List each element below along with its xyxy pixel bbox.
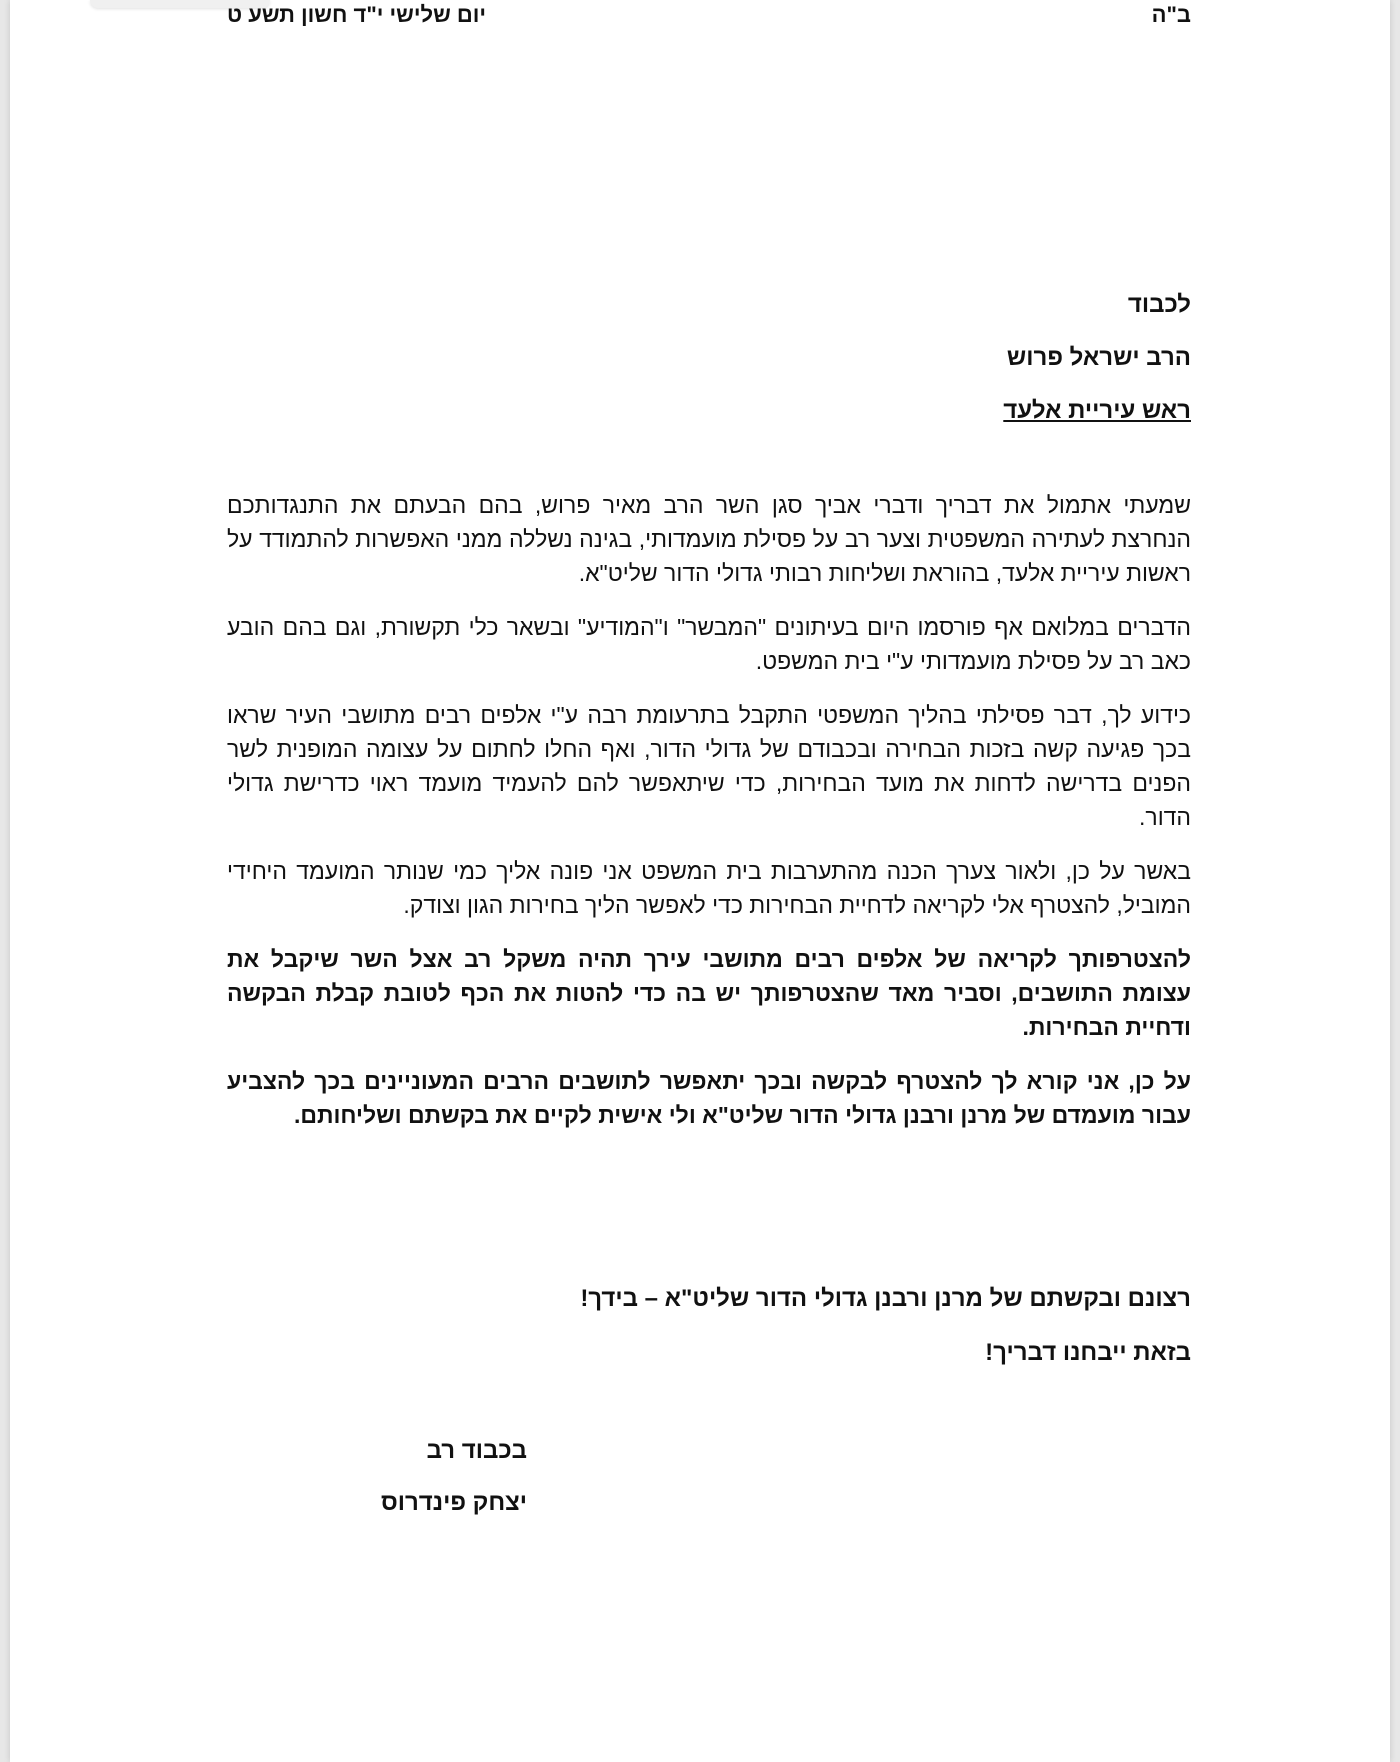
header-bh: ב"ה [1151, 2, 1191, 27]
document-page [10, 0, 1390, 1762]
address-to: לכבוד [1127, 291, 1191, 318]
closing-line-1: רצונם ובקשתם של מרנן ורבנן גדולי הדור שליט"א – בידך! [580, 1285, 1191, 1312]
closing-line-2: בזאת ייבחנו דבריך! [985, 1339, 1191, 1366]
closing-lines [580, 1272, 1191, 1380]
address-title: ראש עיריית אלעד [1003, 397, 1191, 424]
signature-regards: בכבוד רב [426, 1437, 527, 1464]
letter [227, 0, 1191, 1762]
address-name: הרב ישראל פרוש [1006, 344, 1191, 371]
letter-body [227, 488, 1191, 1152]
paragraph-5: להצטרפותך לקריאה של אלפים רבים מתושבי עירך תהיה משקל רב אצל השר שיקבל את עצומת התושבים, וסביר מאד שהצטרפותך יש בה כדי להטות את הכף לטובת קבלת הבקשה ודחיית הבחירות. [227, 946, 1191, 1040]
paragraph-6: על כן, אני קורא לך להצטרף לבקשה ובכך יתאפשר לתושבים הרבים המעוניינים בכך להצביע עבור מועמדם של מרנן ורבנן גדולי הדור שליט"א ולי אישית לקיים את בקשתם ושליחותם. [227, 1068, 1191, 1128]
signature-name: יצחק פינדרוס [380, 1489, 527, 1516]
paragraph-2: הדברים במלואם אף פורסמו היום בעיתונים "המבשר" ו"המודיע" ובשאר כלי תקשורת, וגם בהם הובע כאב רב על פסילת מועמדותי ע"י בית המשפט. [227, 614, 1191, 674]
header-date: יום שלישי י"ד חשון תשע ט [227, 2, 487, 27]
signature-block [227, 1425, 527, 1529]
paragraph-3: כידוע לך, דבר פסילתי בהליך המשפטי התקבל בתרעומת רבה ע"י אלפים רבים מתושבי העיר שראו בכך פגיעה קשה בזכות הבחירה ובכבודם של גדולי הדור, ואף החלו לחתום על עצומה המופנית לשר הפנים בדרישה לדחות את מועד הבחירות, כדי שיתאפשר להם להעמיד מועמד ראוי כדרישת גדולי הדור. [227, 702, 1191, 830]
paragraph-1: שמעתי אתמול את דבריך ודברי אביך סגן השר הרב מאיר פרוש, בהם הבעתם את התנגדותכם הנחרצת לעתירה המשפטית וצער רב על פסילת מועמדותי, בגינה נשללה ממני האפשרות להתמודד על ראשות עיריית אלעד, בהוראת ושליחות רבותי גדולי הדור שליט"א. [227, 492, 1191, 586]
recipient-address [1003, 278, 1191, 437]
letter-header [227, 2, 1191, 32]
paragraph-4: באשר על כן, ולאור צערך הכנה מהתערבות בית המשפט אני פונה אליך כמי שנותר המועמד היחידי המוביל, להצטרף אלי לקריאה לדחיית הבחירות כדי לאפשר הליך בחירות הגון וצודק. [227, 858, 1191, 918]
